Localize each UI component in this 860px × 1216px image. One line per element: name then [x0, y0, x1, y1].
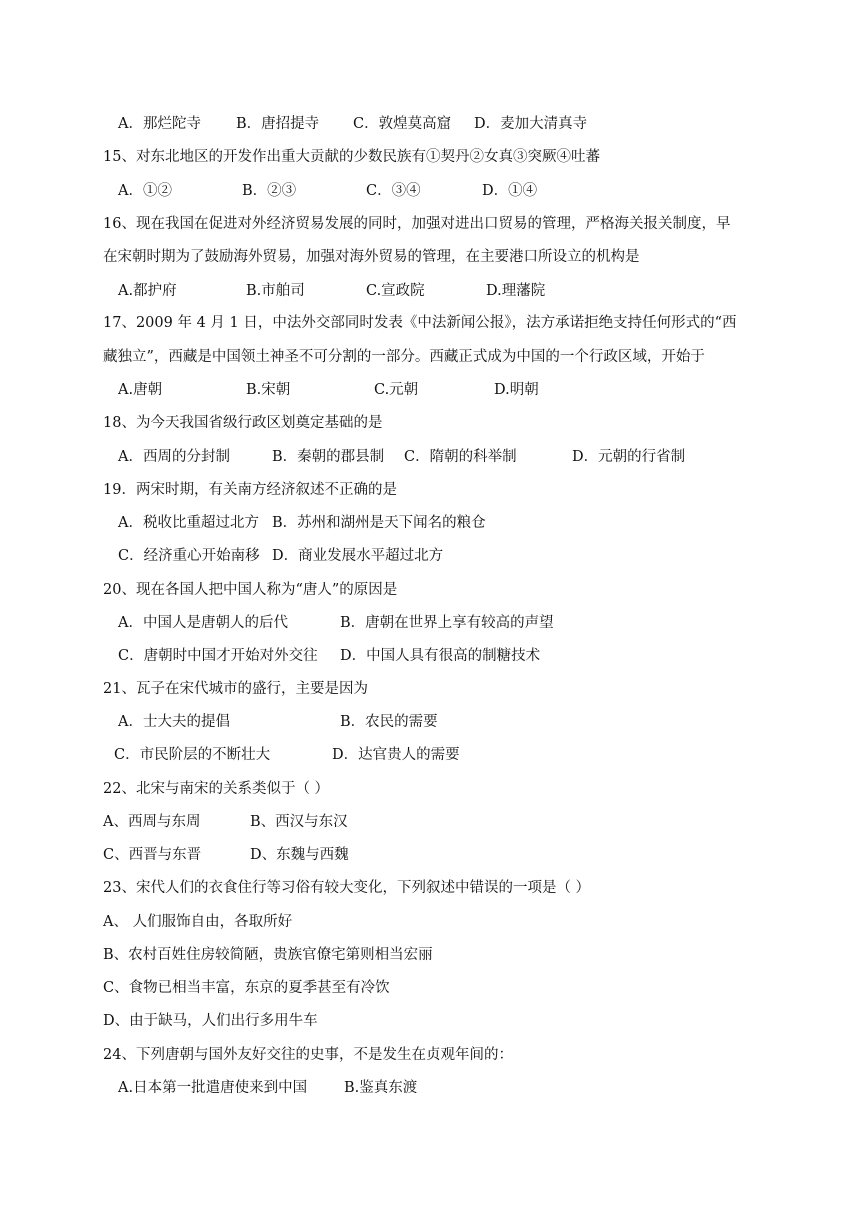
option-c: C.宣政院	[366, 283, 425, 299]
option-c: C．敦煌莫高窟	[353, 116, 452, 132]
option-d: D、东魏与西魏	[250, 847, 349, 863]
option-d: D．商业发展水平超过北方	[272, 548, 444, 564]
question-19: 19．两宋时期，有关南方经济叙述不正确的是	[103, 482, 397, 498]
option-b: B.市舶司	[246, 283, 305, 299]
option-b: B.鉴真东渡	[344, 1080, 418, 1096]
option-a: A．①②	[118, 183, 172, 199]
option-a: A．士大夫的提倡	[118, 714, 230, 730]
question-17: 17、2009 年 4 月 1 日，中法外交部同时发表《中法新闻公报》，法方承诺拒绝支持任何形式的“西	[103, 315, 737, 331]
option-c: C、西晋与东晋	[103, 847, 202, 863]
option-c: C、食物已相当丰富，东京的夏季甚至有冷饮	[103, 980, 390, 996]
option-c: C．③④	[366, 183, 421, 199]
option-b: B．②③	[242, 183, 297, 199]
option-a: A．中国人是唐朝人的后代	[118, 615, 288, 631]
option-d: D．达官贵人的需要	[332, 747, 460, 763]
question-15: 15、对东北地区的开发作出重大贡献的少数民族有①契丹②女真③突厥④吐蕃	[103, 149, 600, 165]
option-a: A、西周与东周	[103, 814, 201, 830]
question-23: 23、宋代人们的衣食住行等习俗有较大变化，下列叙述中错误的一项是（ ）	[103, 880, 591, 896]
question-21: 21、瓦子在宋代城市的盛行，主要是因为	[103, 681, 368, 697]
option-d: D.明朝	[494, 382, 539, 398]
option-b: B．农民的需要	[340, 714, 438, 730]
question-18: 18、为今天我国省级行政区划奠定基础的是	[103, 415, 383, 431]
option-d: D、由于缺马，人们出行多用牛车	[103, 1013, 318, 1029]
question-24: 24、下列唐朝与国外友好交往的史事，不是发生在贞观年间的：	[103, 1047, 513, 1063]
option-c: C．经济重心开始南移	[118, 548, 260, 564]
question-17-continued: 藏独立”，西藏是中国领土神圣不可分割的一部分。西藏正式成为中国的一个行政区域，开始于	[103, 349, 705, 365]
option-c: C．唐朝时中国才开始对外交往	[118, 648, 318, 664]
option-b: B．秦朝的郡县制	[272, 449, 385, 465]
option-d: D.理藩院	[486, 283, 546, 299]
option-d: D．中国人具有很高的制糖技术	[340, 648, 541, 664]
option-a: A.唐朝	[118, 382, 163, 398]
option-b: B．唐朝在世界上享有较高的声望	[340, 615, 554, 631]
option-d: D．麦加大清真寺	[474, 116, 588, 132]
option-c: C.元朝	[374, 382, 419, 398]
option-b: B．唐招提寺	[236, 116, 320, 132]
question-16: 16、现在我国在促进对外经济贸易发展的同时，加强对进出口贸易的管理，严格海关报关制度，早	[103, 216, 731, 232]
option-a: A．那烂陀寺	[118, 116, 201, 132]
option-a: A、 人们服饰自由，各取所好	[103, 914, 293, 930]
option-a: A．税收比重超过北方	[118, 515, 259, 531]
question-22: 22、北宋与南宋的关系类似于（ ）	[103, 781, 330, 797]
option-a: A.都护府	[118, 283, 177, 299]
option-c: C．隋朝的科举制	[404, 449, 517, 465]
option-a: A．西周的分封制	[118, 449, 230, 465]
option-b: B.宋朝	[246, 382, 291, 398]
option-d: D．①④	[482, 183, 538, 199]
option-c: C．市民阶层的不断壮大	[114, 747, 271, 763]
question-20: 20、现在各国人把中国人称为“唐人”的原因是	[103, 582, 398, 598]
question-16-continued: 在宋朝时期为了鼓励海外贸易，加强对海外贸易的管理，在主要港口所设立的机构是	[103, 249, 640, 265]
option-a: A.日本第一批遣唐使来到中国	[118, 1080, 308, 1096]
option-d: D．元朝的行省制	[572, 449, 686, 465]
option-b: B、农村百姓住房较简陋，贵族官僚宅第则相当宏丽	[103, 947, 433, 963]
option-b: B、西汉与东汉	[250, 814, 348, 830]
option-b: B．苏州和湖州是天下闻名的粮仓	[272, 515, 486, 531]
